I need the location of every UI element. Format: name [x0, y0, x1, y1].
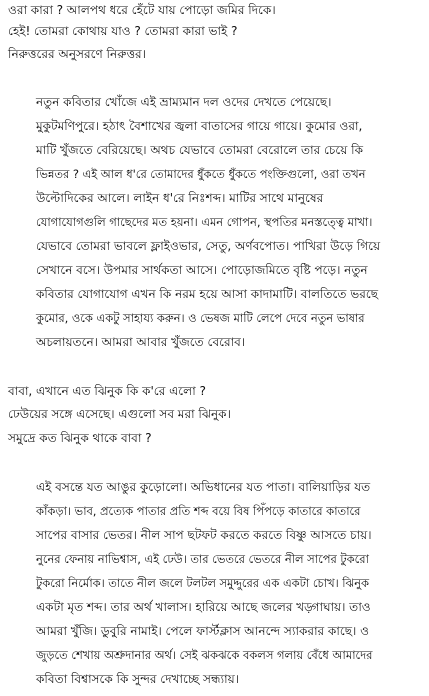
- poem-line: সেখানে বসে। উপমার সার্থকতা আসে। পোড়োজমিতে বৃষ্টি পড়ে। নতুন: [36, 263, 368, 277]
- poem-line: কবিতার যোগাযোগ এখন কি নরম হয়ে আসা কাদামাটি। বালতিতে ভরছে: [36, 287, 379, 301]
- poem-line: বাবা, এখানে এত ঝিনুক কি ক'রে এলো ?: [8, 384, 206, 398]
- poem-line: নতুন কবিতার খোঁজে এই ভ্রাম্যমান দল ওদের দেখতে পেয়েছে।: [36, 95, 332, 109]
- poem-line: মাটি খুঁজতে বেরিয়েছে। অথচ যেভাবে তোমরা বেরোলে তার চেয়ে কি: [36, 143, 364, 157]
- poem-line: একটা মৃত শব্দ। তার অর্থ খালাস। হারিয়ে আছে জলের খড়্গাঘায়। তাও: [36, 600, 371, 614]
- poem-line: মুকুটমণিপুরে। হঠাৎ বৈশাখের জ্বলা বাতাসের গায়ে গায়ে। কুমোর ওরা,: [36, 119, 363, 133]
- poem-line: যেভাবে তোমরা ভাবলে ফ্লাইওভার, সেতু, অর্ণবপোত। পাখিরা উড়ে গিয়ে: [36, 239, 381, 253]
- poem-line: নিরুত্তরের অনুসরণে নিরুত্তর।: [8, 47, 146, 61]
- poem-line: সমুদ্রে কত ঝিনুক থাকে বাবা ?: [8, 431, 152, 445]
- poem-line: এই বসন্তে যত আঙুর কুড়োলো। অভিধানের যত পাতা। বালিয়াড়ির যত: [36, 480, 371, 494]
- poem-line: কুমোর, ওকে একটু সাহায্য করুন। ও ভেষজ মাটি লেপে দেবে নতুন ভাষার: [36, 311, 365, 325]
- poem-line: নুনের ফেনায় নাভিশ্বাস, এই ঢেউ। তার ভেতরে ভেতরে নীল সাপের টুকরো: [36, 552, 369, 566]
- poem-line: ভিন্নতর ? এই আল ধ'রে তোমাদের ধুঁকতে ধুঁকতে পংক্তিগুলো, ওরা তখন: [36, 167, 366, 181]
- poem-line: ঢেউয়ের সঙ্গে এসেছে। এগুলো সব মরা ঝিনুক।: [8, 407, 231, 421]
- poem-line: হেই! তোমরা কোথায় যাও ? তোমরা কারা ভাই ?: [8, 24, 238, 38]
- poem-line: যোগাযোগগুলি গাছেদের মত হয়না। এমন গোপন, স্থপতির মনস্তত্ত্বে মাখা।: [36, 215, 373, 229]
- poem-line: অচলায়তনে। আমরা আবার খুঁজতে বেরোব।: [36, 335, 246, 349]
- poem-line: ওরা কারা ? আলপথ ধরে হেঁটে যায় পোড়ো জমির দিকে।: [8, 3, 276, 17]
- poem-line: কবিতা বিশ্বাসকে কি সুন্দর দেখাচ্ছে সন্ধ্যায়।: [36, 672, 239, 686]
- poem-line: উল্টোদিকের আলে। লাইন ধ'রে নিঃশব্দ। মাটির সাথে মানুষের: [36, 191, 324, 205]
- poem-line: সাপের বাসার ভেতর। নীল সাপ ছটফট করতে করতে বিষ্ণু আসতে চায়।: [36, 528, 372, 542]
- poem-line: জুড়তে শেখায় অশ্রুদানার অর্থ। সেই ঝকঝকে বকলস গলায় বেঁধে আমাদের: [36, 648, 373, 662]
- poem-line: কাঁকড়া। ভাব, প্রত্যেক পাতার প্রতি শব্দ বয়ে বিষ পিঁপড়ে কাতারে কাতারে: [36, 504, 361, 518]
- poem-line: আমরা খুঁজি। ডুবুরি নামাই। পেলে ফার্স্টক্লাস আনন্দে স্যাকরার কাছে। ও: [36, 624, 369, 638]
- poem-line: টুকরো নির্মোক। তাতে নীল জলে টলটল সমুদ্দুরের এক একটা চোখ। ঝিনুক: [36, 576, 370, 590]
